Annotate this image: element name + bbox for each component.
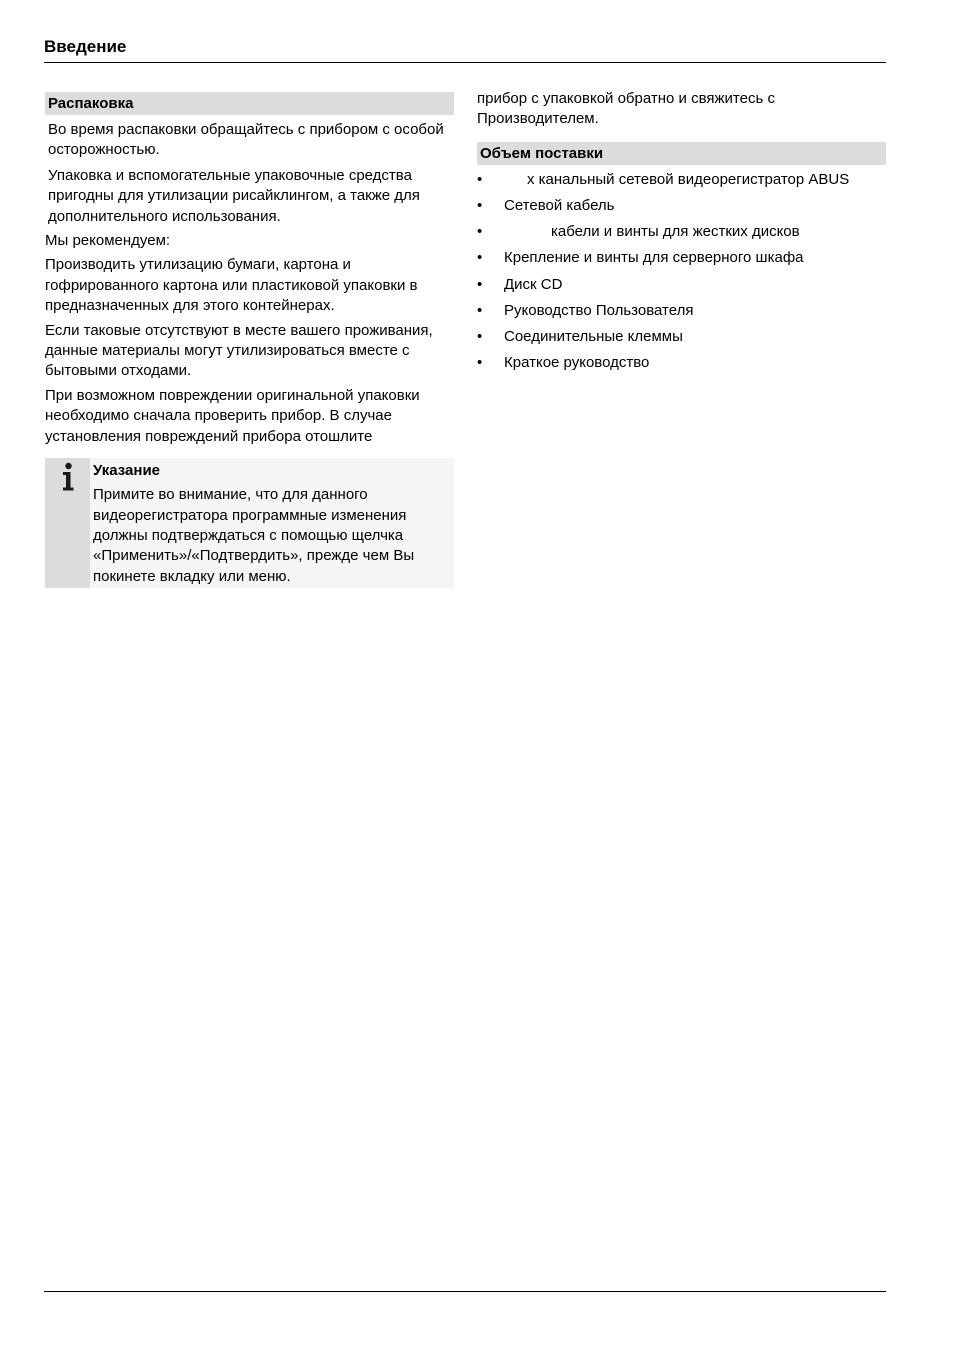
left-column bbox=[45, 92, 454, 588]
unpacking-paragraph-5: Если таковые отсутствуют в месте вашего проживания, данные материалы могут утилизироваться вместе с бытовыми отходами. bbox=[45, 321, 433, 380]
page-title: Введение bbox=[44, 37, 127, 56]
note-box bbox=[45, 458, 454, 588]
unpacking-paragraph-2: Упаковка и вспомогательные упаковочные средства пригодны для утилизации рисайклингом, а также для дополнительного использования. bbox=[48, 166, 420, 225]
note-text: Примите во внимание, что для данного видеорегистратора программные изменения должны подтверждаться с помощью щелчка «Применить»/«Подтвердить», прежде чем Вы покинете вкладку или меню. bbox=[93, 486, 415, 585]
supply-item-text: Крепление и винты для серверного шкафа bbox=[504, 249, 804, 267]
unpacking-paragraph-1: Во время распаковки обращайтесь с прибором с особой осторожностью. bbox=[48, 121, 444, 159]
list-item bbox=[477, 327, 886, 347]
note-title: Указание bbox=[93, 462, 161, 480]
list-item bbox=[477, 301, 886, 321]
unpacking-heading: Распаковка bbox=[45, 92, 454, 115]
footer-divider bbox=[44, 1291, 886, 1292]
list-item bbox=[477, 222, 886, 242]
bullet-icon: • bbox=[477, 354, 483, 372]
supply-item-text: Сетевой кабель bbox=[504, 197, 615, 214]
bullet-icon: • bbox=[477, 301, 483, 319]
bullet-icon: • bbox=[477, 170, 483, 188]
supply-item-text: Диск CD bbox=[504, 275, 563, 293]
unpacking-paragraph-6: При возможном повреждении оригинальной упаковки необходимо сначала проверить прибор. В случае установления повреждений прибора отошлите bbox=[45, 386, 420, 445]
bullet-icon: • bbox=[477, 197, 483, 214]
right-column bbox=[477, 89, 886, 379]
list-item bbox=[477, 353, 886, 373]
unpacking-paragraph-4: Производить утилизацию бумаги, картона и гофрированного картона или пластиковой упаковки в предназначенных для этого контейнерах. bbox=[45, 256, 418, 315]
bullet-icon: • bbox=[477, 249, 483, 267]
unpacking-paragraph-6-continued: прибор с упаковкой обратно и свяжитесь с Производителем. bbox=[477, 90, 775, 128]
list-item bbox=[477, 196, 886, 216]
header-divider bbox=[44, 62, 886, 63]
supply-heading: Объем поставки bbox=[477, 142, 886, 165]
list-item bbox=[477, 275, 886, 295]
supply-item-text: Руководство Пользователя bbox=[504, 301, 694, 319]
list-item bbox=[477, 248, 886, 268]
supply-item-text: Соединительные клеммы bbox=[504, 327, 683, 345]
unpacking-paragraph-3: Мы рекомендуем: bbox=[45, 232, 171, 250]
bullet-icon: • bbox=[477, 275, 483, 293]
supply-item-text: Краткое руководство bbox=[504, 354, 650, 372]
bullet-icon: • bbox=[477, 327, 483, 345]
list-item bbox=[477, 170, 886, 190]
supply-item-text: х канальный сетевой видеорегистратор ABUS bbox=[527, 170, 850, 188]
supply-item-text: кабели и винты для жестких дисков bbox=[551, 223, 800, 241]
supply-list bbox=[477, 170, 886, 373]
bullet-icon: • bbox=[477, 223, 483, 241]
info-icon bbox=[60, 462, 76, 492]
